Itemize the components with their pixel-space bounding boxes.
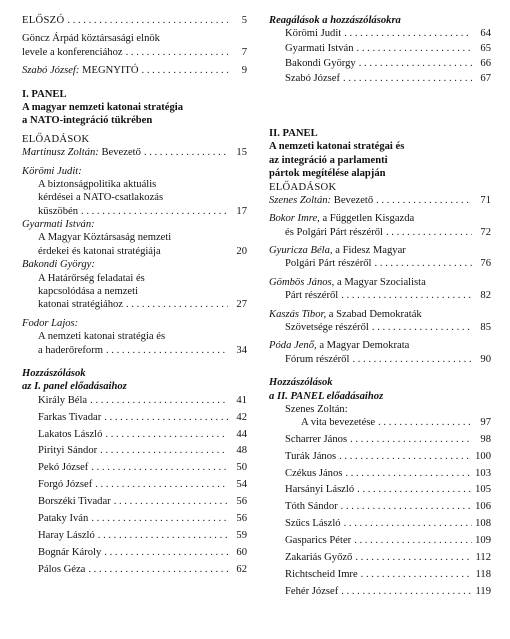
toc-entry: [22, 461, 247, 474]
leader-dots: [375, 257, 473, 270]
leader-dots: [378, 416, 472, 429]
entry-title-line: küszöbén: [38, 205, 79, 217]
entry-title-line: Szövetsége részéről: [285, 322, 369, 334]
leader-dots: [100, 444, 228, 457]
page-number: 44: [236, 428, 247, 440]
author-name: Póda Jenő,: [269, 340, 317, 352]
contributor-name: Scharrer János: [285, 433, 348, 445]
entry-title-line: Polgári Párt részéről: [285, 258, 372, 270]
contributor-name: Czékus János: [285, 467, 343, 479]
hozzaszolasok-label: Hozzászólások: [22, 367, 86, 379]
author-name: Kaszás Tibor,: [269, 308, 327, 320]
contributor-name: Forgó József: [38, 479, 93, 491]
contributor-name: Harsányi László: [285, 484, 355, 496]
page-number: 48: [236, 445, 247, 457]
page-number: 66: [480, 58, 491, 70]
leader-dots: [350, 433, 472, 446]
page-number: 85: [480, 322, 491, 334]
entry-title-line: a Fidesz Magyar: [335, 245, 406, 257]
leader-dots: [88, 563, 228, 576]
entry-title-line: a Független Kisgazda: [322, 213, 415, 225]
toc-entry: [22, 512, 247, 525]
panel1-subtitle-1: A magyar nemzeti katonai stratégia: [22, 101, 184, 113]
contributor-name: Pekó József: [38, 462, 89, 474]
contributor-name: Fehér József: [285, 585, 339, 597]
panel1-subtitle-2: a NATO-integráció tükrében: [22, 115, 153, 127]
page-number: 5: [241, 14, 247, 26]
contributor-list: [22, 394, 247, 576]
entry-title-line: A nemzeti katonai stratégia és: [38, 331, 166, 343]
leader-dots: [343, 72, 472, 85]
toc-entry: [269, 467, 491, 480]
page-number: 76: [480, 258, 491, 270]
toc-entry: [269, 551, 491, 564]
leader-dots: [339, 450, 472, 463]
page-number: 42: [236, 411, 247, 423]
contributor-name: Borszéki Tivadar: [38, 496, 111, 508]
toc-entry: [269, 585, 491, 598]
toc-left-column: [22, 14, 247, 580]
leader-dots: [341, 289, 472, 302]
author-name: Gyarmati István:: [22, 219, 95, 231]
toc-entry: [22, 394, 247, 407]
leader-dots: [357, 483, 472, 496]
page-number: 15: [236, 147, 247, 159]
page-number: 97: [480, 417, 491, 429]
author-name: Szenes Zoltán:: [285, 403, 348, 415]
toc-entry: [22, 428, 247, 441]
entry-title-line: a haderőreform: [38, 344, 103, 356]
panel2-heading: II. PANEL: [269, 127, 318, 139]
page-number: 108: [475, 518, 491, 530]
leader-dots: [376, 194, 472, 207]
contributor-name: Farkas Tivadar: [38, 411, 102, 423]
page-number: 62: [236, 563, 247, 575]
reagalasok-label: Reagálások a hozzászólásokra: [269, 15, 401, 26]
hozzaszolasok-sublabel: a II. PANEL előadásaihoz: [269, 390, 384, 402]
page-number: 119: [475, 585, 491, 597]
contributor-name: Pálos Géza: [38, 563, 86, 575]
hozzaszolasok-sublabel: az I. panel előadásaihoz: [22, 381, 127, 393]
toc-entry: [269, 42, 491, 55]
page-number: 98: [480, 433, 491, 445]
toc-right-column: [269, 14, 491, 602]
page-number: 60: [236, 546, 247, 558]
leader-dots: [341, 500, 472, 513]
contributor-name: Szabó József: [285, 73, 341, 85]
toc-entry-szenes-vita: [269, 416, 491, 429]
page-number: 41: [236, 394, 247, 406]
leader-dots: [344, 517, 472, 530]
toc-entry-gyuricza: [269, 257, 491, 270]
contributor-name: Tóth Sándor: [285, 501, 338, 513]
leader-dots: [106, 344, 228, 357]
entry-title-line: Fórum részéről: [285, 353, 350, 365]
panel2-subtitle-2: az integráció a parlamenti: [269, 154, 388, 166]
page-number: 82: [480, 290, 491, 302]
author-name: Körömi Judit:: [22, 165, 82, 177]
page-number: 118: [475, 568, 491, 580]
page-number: 112: [475, 551, 491, 563]
toc-entry-poda: [269, 353, 491, 366]
panel2-subtitle-1: A nemzeti katonai stratégai és: [269, 141, 405, 153]
entry-title-line: Párt részéről: [285, 290, 339, 302]
entry-title: Bevezető: [101, 147, 141, 159]
contributor-name: Pataky Iván: [38, 512, 89, 524]
toc-entry-bokor: [269, 226, 491, 239]
leader-dots: [359, 57, 472, 70]
contributor-name: Bakondi György: [285, 58, 356, 70]
toc-entry: [269, 57, 491, 70]
leader-dots: [91, 461, 228, 474]
page-number: 17: [236, 205, 247, 217]
contributor-name: Gyarmati István: [285, 43, 354, 55]
toc-entry: [22, 478, 247, 491]
entry-title-line: kérdései a NATO-csatlakozás: [38, 192, 164, 204]
leader-dots: [67, 14, 228, 27]
entry-title-line: érdekei és katonai stratégiája: [38, 245, 161, 257]
toc-entry: [22, 495, 247, 508]
entry-title-line: és Polgári Párt részéről: [285, 226, 383, 238]
page-number: 7: [241, 46, 247, 58]
toc-entry-gombos: [269, 289, 491, 302]
toc-entry: [22, 563, 247, 576]
leader-dots: [91, 512, 228, 525]
toc-entry: [269, 72, 491, 85]
page-number: 64: [480, 28, 491, 40]
entry-title-line: a Magyar Demokrata: [319, 340, 410, 352]
toc-entry-gyarmati: [22, 245, 247, 258]
toc-entry: [269, 483, 491, 496]
page-number: 100: [475, 450, 491, 462]
goncz-line1: Göncz Árpád köztársasági elnök: [22, 33, 160, 45]
reaction-list: [269, 27, 491, 85]
author-name: Gömbös János,: [269, 276, 335, 288]
leader-dots: [352, 353, 472, 366]
contributor-name: Gasparics Péter: [285, 535, 352, 547]
author-name: Bakondi György:: [22, 259, 95, 271]
toc-entry: [269, 500, 491, 513]
leader-dots: [98, 529, 228, 542]
leader-dots: [142, 64, 228, 77]
page-number: 34: [236, 344, 247, 356]
author-name: Gyuricza Béla,: [269, 245, 333, 257]
contributor-name: Turák János: [285, 450, 337, 462]
entry-title-line: a Magyar Szocialista: [336, 276, 426, 288]
page-number: 56: [236, 512, 247, 524]
contributor-name: Zakariás Győző: [285, 551, 353, 563]
page-number: 72: [480, 226, 491, 238]
page-number: 50: [236, 462, 247, 474]
toc-entry-fodor: [22, 344, 247, 357]
leader-dots: [372, 321, 472, 334]
author-name: Szabó József:: [22, 65, 80, 77]
author-name: Fodor Lajos:: [22, 317, 79, 329]
leader-dots: [104, 411, 228, 424]
leader-dots: [81, 205, 228, 218]
toc-entry-szenes: [269, 194, 491, 207]
contributor-name: Király Béla: [38, 394, 88, 406]
panel1-heading: I. PANEL: [22, 88, 67, 100]
author-name: Bokor Imre,: [269, 213, 320, 225]
leader-dots: [95, 478, 228, 491]
leader-dots: [90, 394, 228, 407]
page-number: 65: [480, 43, 491, 55]
entry-title-line: A Magyar Köztársaság nemzeti: [38, 232, 172, 244]
page-number: 109: [475, 535, 491, 547]
leader-dots: [357, 42, 472, 55]
entry-title-line: a Szabad Demokraták: [328, 308, 422, 320]
entry-title: MEGNYITÓ: [82, 65, 139, 77]
page-number: 56: [236, 496, 247, 508]
leader-dots: [144, 146, 228, 159]
page-number: 71: [480, 194, 491, 206]
page-number: 105: [475, 484, 491, 496]
contributor-name: Pirityi Sándor: [38, 445, 98, 457]
author-name: Szenes Zoltán:: [269, 194, 332, 206]
leader-dots: [341, 585, 472, 598]
contributor-name: Körömi Judit: [285, 28, 342, 40]
page-number: 9: [241, 65, 247, 77]
toc-entry-eloszo: [22, 14, 247, 27]
contributor-name: Haray László: [38, 529, 95, 541]
eloadasok-label: ELŐADÁSOK: [22, 133, 90, 145]
leader-dots: [386, 226, 472, 239]
hozzaszolasok-label: Hozzászólások: [269, 377, 333, 389]
contributor-name: Richtscheid Imre: [285, 568, 358, 580]
toc-entry-martinusz: [22, 146, 247, 159]
page-number: 106: [475, 501, 491, 513]
toc-entry-szabo: [22, 64, 247, 77]
leader-dots: [361, 568, 472, 581]
toc-entry: [22, 411, 247, 424]
page-number: 20: [236, 245, 247, 257]
leader-dots: [104, 546, 228, 559]
contributor-name: Bognár Károly: [38, 546, 102, 558]
page-number: 59: [236, 529, 247, 541]
entry-title-line: A biztonságpolitika aktuális: [38, 178, 157, 190]
leader-dots: [105, 428, 228, 441]
page-number: 67: [480, 73, 491, 85]
leader-dots: [126, 46, 228, 59]
leader-dots: [355, 551, 472, 564]
leader-dots: [354, 534, 472, 547]
toc-entry: [269, 568, 491, 581]
page-number: 90: [480, 353, 491, 365]
eloadasok-label: ELŐADÁSOK: [269, 181, 337, 193]
leader-dots: [114, 495, 228, 508]
entry-title-line: kapcsolódása a nemzeti: [38, 286, 139, 298]
toc-entry: [269, 27, 491, 40]
contributor-name: Szűcs László: [285, 518, 341, 530]
page-number: 27: [236, 299, 247, 311]
toc-entry-koromi: [22, 205, 247, 218]
leader-dots: [126, 298, 228, 311]
panel2-subtitle-3: pártok megítélése alapján: [269, 168, 386, 180]
page-number: 103: [475, 467, 491, 479]
toc-entry-bakondi: [22, 298, 247, 311]
goncz-line2: levele a konferenciához: [22, 46, 123, 58]
toc-entry: [22, 546, 247, 559]
entry-title-line: katonai stratégiához: [38, 299, 124, 311]
eloszo-title: ELŐSZÓ: [22, 14, 65, 26]
toc-entry: [269, 517, 491, 530]
page-number: 54: [236, 479, 247, 491]
toc-entry: [269, 450, 491, 463]
contributor-name: Lakatos László: [38, 428, 103, 440]
toc-entry: [22, 529, 247, 542]
toc-entry: [22, 444, 247, 457]
leader-dots: [345, 467, 472, 480]
toc-entry-kaszas: [269, 321, 491, 334]
toc-entry-goncz: [22, 46, 247, 59]
contributor-list: [269, 433, 491, 598]
toc-entry: [269, 534, 491, 547]
toc-entry: [269, 433, 491, 446]
entry-title: Bevezető: [333, 194, 374, 206]
leader-dots: [344, 27, 472, 40]
author-name: Martinusz Zoltán:: [22, 147, 99, 159]
entry-title: A vita bevezetése: [301, 417, 376, 429]
entry-title-line: A Határőrség feladatai és: [38, 272, 145, 284]
